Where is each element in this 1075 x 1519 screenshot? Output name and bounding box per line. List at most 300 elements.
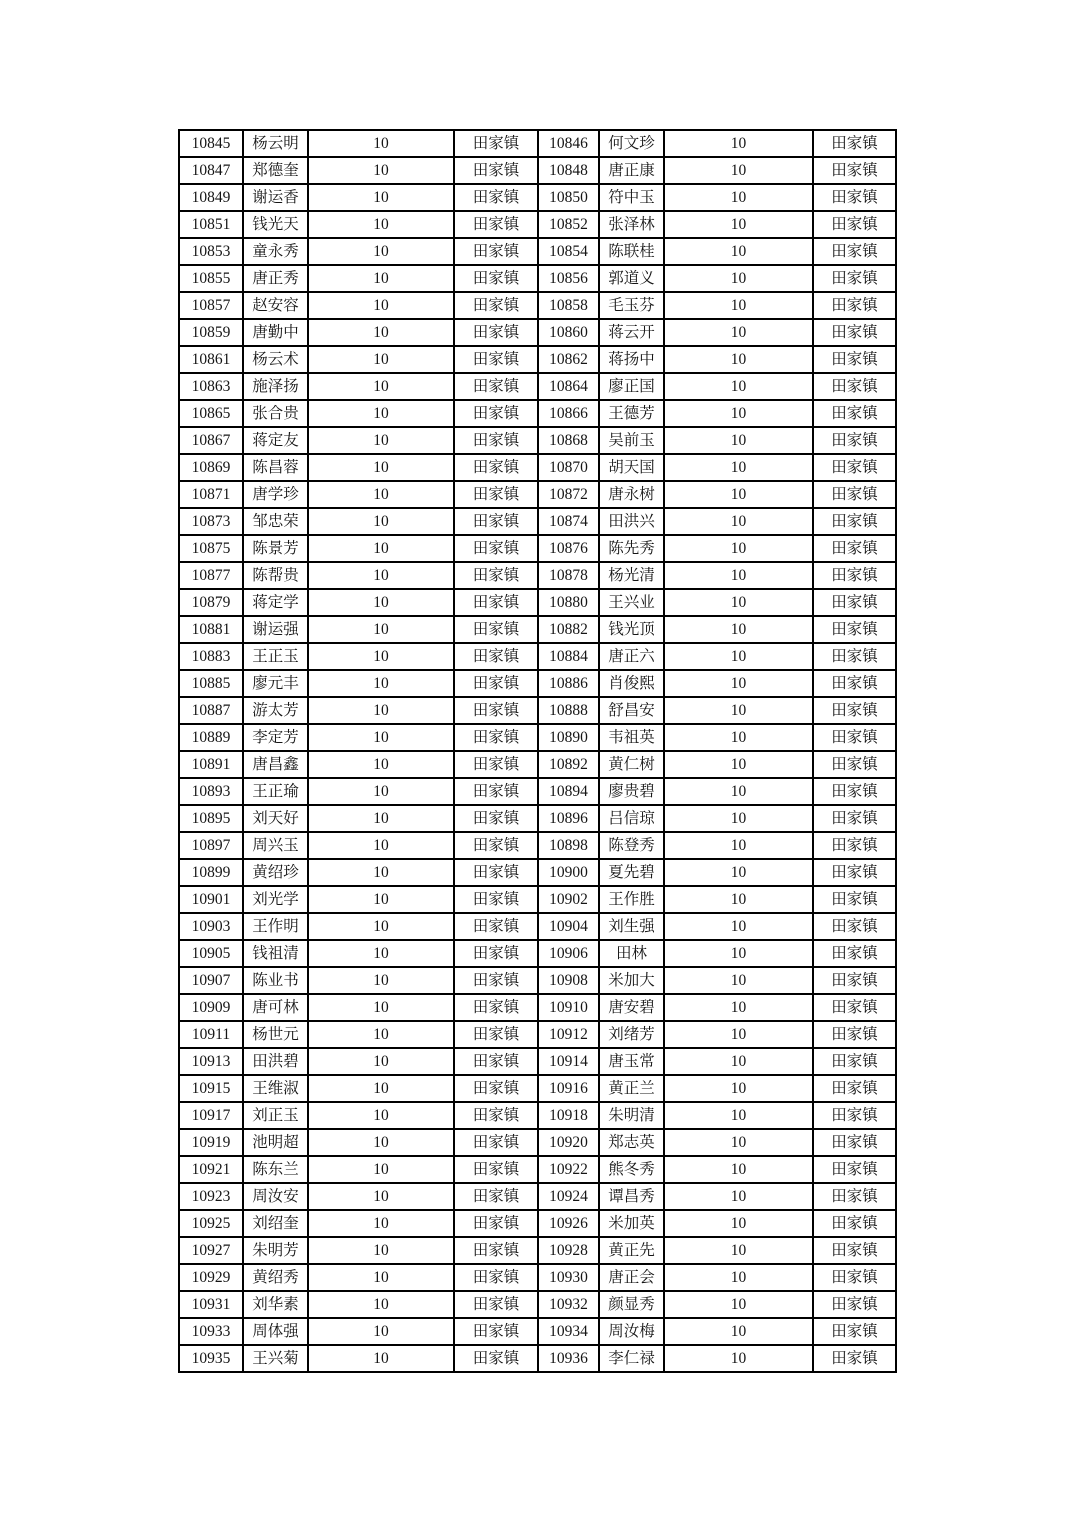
left-amount-cell: 10 — [308, 1021, 454, 1048]
right-town-cell: 田家镇 — [813, 373, 896, 400]
left-id-cell: 10931 — [179, 1291, 243, 1318]
left-amount-cell: 10 — [308, 1075, 454, 1102]
right-town-cell: 田家镇 — [813, 1210, 896, 1237]
right-name-cell: 肖俊熙 — [599, 670, 664, 697]
left-id-cell: 10923 — [179, 1183, 243, 1210]
right-name-cell: 颜显秀 — [599, 1291, 664, 1318]
right-name-cell: 米加大 — [599, 967, 664, 994]
right-amount-cell: 10 — [664, 1048, 813, 1075]
table-row — [179, 1345, 896, 1372]
right-name-cell: 田洪兴 — [599, 508, 664, 535]
left-town-cell: 田家镇 — [454, 832, 538, 859]
right-amount-cell: 10 — [664, 211, 813, 238]
right-name-cell: 陈联桂 — [599, 238, 664, 265]
right-id-cell: 10914 — [538, 1048, 599, 1075]
table-row — [179, 481, 896, 508]
left-town-cell: 田家镇 — [454, 292, 538, 319]
left-town-cell: 田家镇 — [454, 481, 538, 508]
left-id-cell: 10913 — [179, 1048, 243, 1075]
right-amount-cell: 10 — [664, 805, 813, 832]
left-id-cell: 10935 — [179, 1345, 243, 1372]
left-id-cell: 10875 — [179, 535, 243, 562]
right-town-cell: 田家镇 — [813, 400, 896, 427]
right-town-cell: 田家镇 — [813, 562, 896, 589]
right-id-cell: 10880 — [538, 589, 599, 616]
left-amount-cell: 10 — [308, 832, 454, 859]
right-amount-cell: 10 — [664, 778, 813, 805]
left-amount-cell: 10 — [308, 184, 454, 211]
left-town-cell: 田家镇 — [454, 1075, 538, 1102]
left-name-cell: 赵安容 — [243, 292, 308, 319]
table-row — [179, 724, 896, 751]
left-id-cell: 10877 — [179, 562, 243, 589]
left-amount-cell: 10 — [308, 1048, 454, 1075]
table-row — [179, 373, 896, 400]
left-name-cell: 陈昌蓉 — [243, 454, 308, 481]
right-amount-cell: 10 — [664, 1237, 813, 1264]
right-town-cell: 田家镇 — [813, 643, 896, 670]
right-amount-cell: 10 — [664, 319, 813, 346]
table-row — [179, 535, 896, 562]
right-amount-cell: 10 — [664, 346, 813, 373]
left-name-cell: 黄绍珍 — [243, 859, 308, 886]
table-row — [179, 238, 896, 265]
left-amount-cell: 10 — [308, 589, 454, 616]
right-id-cell: 10866 — [538, 400, 599, 427]
right-amount-cell: 10 — [664, 535, 813, 562]
right-name-cell: 唐正会 — [599, 1264, 664, 1291]
right-name-cell: 王德芳 — [599, 400, 664, 427]
left-name-cell: 陈景芳 — [243, 535, 308, 562]
left-town-cell: 田家镇 — [454, 697, 538, 724]
table-row — [179, 589, 896, 616]
left-town-cell: 田家镇 — [454, 1048, 538, 1075]
right-name-cell: 杨光清 — [599, 562, 664, 589]
left-id-cell: 10925 — [179, 1210, 243, 1237]
left-name-cell: 王正玉 — [243, 643, 308, 670]
right-id-cell: 10932 — [538, 1291, 599, 1318]
left-amount-cell: 10 — [308, 535, 454, 562]
left-name-cell: 刘华素 — [243, 1291, 308, 1318]
left-name-cell: 杨云明 — [243, 130, 308, 157]
left-amount-cell: 10 — [308, 670, 454, 697]
left-amount-cell: 10 — [308, 1318, 454, 1345]
table-row — [179, 319, 896, 346]
table-row — [179, 751, 896, 778]
left-town-cell: 田家镇 — [454, 184, 538, 211]
left-town-cell: 田家镇 — [454, 643, 538, 670]
left-amount-cell: 10 — [308, 481, 454, 508]
left-name-cell: 李定芳 — [243, 724, 308, 751]
right-id-cell: 10868 — [538, 427, 599, 454]
left-amount-cell: 10 — [308, 967, 454, 994]
right-name-cell: 蒋扬中 — [599, 346, 664, 373]
left-town-cell: 田家镇 — [454, 373, 538, 400]
right-amount-cell: 10 — [664, 1156, 813, 1183]
right-town-cell: 田家镇 — [813, 859, 896, 886]
table-row — [179, 1048, 896, 1075]
right-town-cell: 田家镇 — [813, 778, 896, 805]
right-amount-cell: 10 — [664, 589, 813, 616]
left-town-cell: 田家镇 — [454, 670, 538, 697]
right-amount-cell: 10 — [664, 292, 813, 319]
right-town-cell: 田家镇 — [813, 670, 896, 697]
table-row — [179, 1264, 896, 1291]
left-town-cell: 田家镇 — [454, 427, 538, 454]
right-amount-cell: 10 — [664, 616, 813, 643]
table-row — [179, 562, 896, 589]
left-name-cell: 周汝安 — [243, 1183, 308, 1210]
table-row — [179, 400, 896, 427]
table-row — [179, 1021, 896, 1048]
right-town-cell: 田家镇 — [813, 1021, 896, 1048]
right-id-cell: 10854 — [538, 238, 599, 265]
right-name-cell: 郑志英 — [599, 1129, 664, 1156]
right-town-cell: 田家镇 — [813, 265, 896, 292]
right-id-cell: 10898 — [538, 832, 599, 859]
left-id-cell: 10857 — [179, 292, 243, 319]
right-name-cell: 韦祖英 — [599, 724, 664, 751]
left-id-cell: 10929 — [179, 1264, 243, 1291]
table-row — [179, 184, 896, 211]
right-amount-cell: 10 — [664, 1291, 813, 1318]
right-id-cell: 10846 — [538, 130, 599, 157]
left-amount-cell: 10 — [308, 1210, 454, 1237]
right-id-cell: 10924 — [538, 1183, 599, 1210]
right-town-cell: 田家镇 — [813, 994, 896, 1021]
left-amount-cell: 10 — [308, 697, 454, 724]
right-id-cell: 10882 — [538, 616, 599, 643]
table-row — [179, 832, 896, 859]
left-name-cell: 谢运香 — [243, 184, 308, 211]
left-town-cell: 田家镇 — [454, 1291, 538, 1318]
right-amount-cell: 10 — [664, 1345, 813, 1372]
left-town-cell: 田家镇 — [454, 400, 538, 427]
right-amount-cell: 10 — [664, 859, 813, 886]
right-name-cell: 陈登秀 — [599, 832, 664, 859]
table-row — [179, 616, 896, 643]
left-amount-cell: 10 — [308, 913, 454, 940]
right-town-cell: 田家镇 — [813, 508, 896, 535]
right-amount-cell: 10 — [664, 427, 813, 454]
right-id-cell: 10928 — [538, 1237, 599, 1264]
right-name-cell: 田林 — [599, 940, 664, 967]
right-id-cell: 10904 — [538, 913, 599, 940]
left-name-cell: 邹忠荣 — [243, 508, 308, 535]
right-id-cell: 10920 — [538, 1129, 599, 1156]
left-town-cell: 田家镇 — [454, 886, 538, 913]
table-row — [179, 859, 896, 886]
right-town-cell: 田家镇 — [813, 1129, 896, 1156]
right-amount-cell: 10 — [664, 238, 813, 265]
table-row — [179, 913, 896, 940]
right-town-cell: 田家镇 — [813, 184, 896, 211]
right-id-cell: 10922 — [538, 1156, 599, 1183]
right-town-cell: 田家镇 — [813, 211, 896, 238]
table-row — [179, 211, 896, 238]
right-town-cell: 田家镇 — [813, 724, 896, 751]
left-name-cell: 王兴菊 — [243, 1345, 308, 1372]
right-amount-cell: 10 — [664, 1075, 813, 1102]
table-row — [179, 508, 896, 535]
left-town-cell: 田家镇 — [454, 751, 538, 778]
right-amount-cell: 10 — [664, 751, 813, 778]
left-id-cell: 10921 — [179, 1156, 243, 1183]
left-id-cell: 10933 — [179, 1318, 243, 1345]
left-town-cell: 田家镇 — [454, 238, 538, 265]
left-name-cell: 朱明芳 — [243, 1237, 308, 1264]
right-town-cell: 田家镇 — [813, 454, 896, 481]
right-id-cell: 10862 — [538, 346, 599, 373]
right-id-cell: 10884 — [538, 643, 599, 670]
left-name-cell: 游太芳 — [243, 697, 308, 724]
right-id-cell: 10860 — [538, 319, 599, 346]
left-town-cell: 田家镇 — [454, 805, 538, 832]
right-name-cell: 王作胜 — [599, 886, 664, 913]
right-name-cell: 唐安碧 — [599, 994, 664, 1021]
right-name-cell: 唐玉常 — [599, 1048, 664, 1075]
right-town-cell: 田家镇 — [813, 1264, 896, 1291]
right-name-cell: 王兴业 — [599, 589, 664, 616]
left-town-cell: 田家镇 — [454, 967, 538, 994]
right-town-cell: 田家镇 — [813, 319, 896, 346]
right-town-cell: 田家镇 — [813, 805, 896, 832]
left-id-cell: 10881 — [179, 616, 243, 643]
left-name-cell: 陈业书 — [243, 967, 308, 994]
right-id-cell: 10876 — [538, 535, 599, 562]
table-row — [179, 265, 896, 292]
right-town-cell: 田家镇 — [813, 1102, 896, 1129]
left-name-cell: 刘绍奎 — [243, 1210, 308, 1237]
left-amount-cell: 10 — [308, 427, 454, 454]
left-id-cell: 10865 — [179, 400, 243, 427]
right-amount-cell: 10 — [664, 994, 813, 1021]
right-town-cell: 田家镇 — [813, 616, 896, 643]
right-amount-cell: 10 — [664, 1210, 813, 1237]
left-id-cell: 10889 — [179, 724, 243, 751]
left-amount-cell: 10 — [308, 211, 454, 238]
right-id-cell: 10890 — [538, 724, 599, 751]
right-id-cell: 10864 — [538, 373, 599, 400]
left-id-cell: 10917 — [179, 1102, 243, 1129]
right-id-cell: 10910 — [538, 994, 599, 1021]
right-id-cell: 10902 — [538, 886, 599, 913]
right-name-cell: 何文珍 — [599, 130, 664, 157]
left-amount-cell: 10 — [308, 805, 454, 832]
right-amount-cell: 10 — [664, 940, 813, 967]
left-town-cell: 田家镇 — [454, 508, 538, 535]
left-name-cell: 张合贵 — [243, 400, 308, 427]
table-row — [179, 292, 896, 319]
left-town-cell: 田家镇 — [454, 1264, 538, 1291]
right-town-cell: 田家镇 — [813, 886, 896, 913]
left-id-cell: 10847 — [179, 157, 243, 184]
left-amount-cell: 10 — [308, 157, 454, 184]
left-town-cell: 田家镇 — [454, 1345, 538, 1372]
right-id-cell: 10888 — [538, 697, 599, 724]
right-name-cell: 米加英 — [599, 1210, 664, 1237]
table-row — [179, 454, 896, 481]
left-name-cell: 刘天好 — [243, 805, 308, 832]
left-id-cell: 10891 — [179, 751, 243, 778]
right-id-cell: 10900 — [538, 859, 599, 886]
left-id-cell: 10871 — [179, 481, 243, 508]
right-town-cell: 田家镇 — [813, 697, 896, 724]
right-id-cell: 10870 — [538, 454, 599, 481]
right-amount-cell: 10 — [664, 400, 813, 427]
right-amount-cell: 10 — [664, 1021, 813, 1048]
left-amount-cell: 10 — [308, 1183, 454, 1210]
left-id-cell: 10869 — [179, 454, 243, 481]
right-town-cell: 田家镇 — [813, 940, 896, 967]
right-town-cell: 田家镇 — [813, 427, 896, 454]
table-row — [179, 940, 896, 967]
left-town-cell: 田家镇 — [454, 616, 538, 643]
left-amount-cell: 10 — [308, 1264, 454, 1291]
left-town-cell: 田家镇 — [454, 1318, 538, 1345]
right-town-cell: 田家镇 — [813, 832, 896, 859]
right-name-cell: 陈先秀 — [599, 535, 664, 562]
right-name-cell: 唐正康 — [599, 157, 664, 184]
left-town-cell: 田家镇 — [454, 535, 538, 562]
right-name-cell: 钱光顶 — [599, 616, 664, 643]
left-id-cell: 10909 — [179, 994, 243, 1021]
right-name-cell: 吴前玉 — [599, 427, 664, 454]
right-town-cell: 田家镇 — [813, 589, 896, 616]
right-name-cell: 黄正兰 — [599, 1075, 664, 1102]
left-town-cell: 田家镇 — [454, 157, 538, 184]
left-name-cell: 杨世元 — [243, 1021, 308, 1048]
roster-table — [178, 129, 897, 1373]
left-id-cell: 10905 — [179, 940, 243, 967]
right-amount-cell: 10 — [664, 1183, 813, 1210]
right-id-cell: 10926 — [538, 1210, 599, 1237]
right-name-cell: 蒋云开 — [599, 319, 664, 346]
right-amount-cell: 10 — [664, 697, 813, 724]
right-name-cell: 符中玉 — [599, 184, 664, 211]
table-row — [179, 1210, 896, 1237]
left-id-cell: 10853 — [179, 238, 243, 265]
left-name-cell: 钱光天 — [243, 211, 308, 238]
left-id-cell: 10903 — [179, 913, 243, 940]
left-town-cell: 田家镇 — [454, 1129, 538, 1156]
left-id-cell: 10927 — [179, 1237, 243, 1264]
right-id-cell: 10850 — [538, 184, 599, 211]
right-amount-cell: 10 — [664, 454, 813, 481]
left-amount-cell: 10 — [308, 940, 454, 967]
left-id-cell: 10859 — [179, 319, 243, 346]
left-amount-cell: 10 — [308, 562, 454, 589]
left-id-cell: 10879 — [179, 589, 243, 616]
right-name-cell: 郭道义 — [599, 265, 664, 292]
left-name-cell: 王作明 — [243, 913, 308, 940]
left-town-cell: 田家镇 — [454, 211, 538, 238]
left-town-cell: 田家镇 — [454, 454, 538, 481]
right-id-cell: 10908 — [538, 967, 599, 994]
left-town-cell: 田家镇 — [454, 1237, 538, 1264]
left-amount-cell: 10 — [308, 238, 454, 265]
right-id-cell: 10892 — [538, 751, 599, 778]
right-town-cell: 田家镇 — [813, 481, 896, 508]
table-row — [179, 1102, 896, 1129]
left-name-cell: 郑德奎 — [243, 157, 308, 184]
right-id-cell: 10936 — [538, 1345, 599, 1372]
left-amount-cell: 10 — [308, 1156, 454, 1183]
left-town-cell: 田家镇 — [454, 1210, 538, 1237]
left-amount-cell: 10 — [308, 1102, 454, 1129]
left-town-cell: 田家镇 — [454, 319, 538, 346]
left-name-cell: 刘正玉 — [243, 1102, 308, 1129]
right-id-cell: 10886 — [538, 670, 599, 697]
table-row — [179, 1237, 896, 1264]
left-amount-cell: 10 — [308, 994, 454, 1021]
right-id-cell: 10906 — [538, 940, 599, 967]
left-name-cell: 周兴玉 — [243, 832, 308, 859]
right-town-cell: 田家镇 — [813, 1345, 896, 1372]
table-row — [179, 886, 896, 913]
left-name-cell: 黄绍秀 — [243, 1264, 308, 1291]
right-town-cell: 田家镇 — [813, 238, 896, 265]
right-id-cell: 10852 — [538, 211, 599, 238]
right-town-cell: 田家镇 — [813, 967, 896, 994]
table-row — [179, 643, 896, 670]
left-id-cell: 10895 — [179, 805, 243, 832]
left-name-cell: 谢运强 — [243, 616, 308, 643]
left-id-cell: 10901 — [179, 886, 243, 913]
left-id-cell: 10855 — [179, 265, 243, 292]
right-name-cell: 吕信琼 — [599, 805, 664, 832]
left-id-cell: 10911 — [179, 1021, 243, 1048]
right-town-cell: 田家镇 — [813, 1183, 896, 1210]
left-id-cell: 10861 — [179, 346, 243, 373]
left-name-cell: 陈东兰 — [243, 1156, 308, 1183]
table-row — [179, 1156, 896, 1183]
left-id-cell: 10885 — [179, 670, 243, 697]
right-town-cell: 田家镇 — [813, 1291, 896, 1318]
left-name-cell: 池明超 — [243, 1129, 308, 1156]
right-name-cell: 廖贵碧 — [599, 778, 664, 805]
left-id-cell: 10893 — [179, 778, 243, 805]
right-name-cell: 刘绪芳 — [599, 1021, 664, 1048]
left-id-cell: 10907 — [179, 967, 243, 994]
left-town-cell: 田家镇 — [454, 778, 538, 805]
table-row — [179, 130, 896, 157]
right-name-cell: 黄正先 — [599, 1237, 664, 1264]
right-town-cell: 田家镇 — [813, 751, 896, 778]
table-row — [179, 670, 896, 697]
left-name-cell: 唐可林 — [243, 994, 308, 1021]
left-id-cell: 10851 — [179, 211, 243, 238]
right-id-cell: 10878 — [538, 562, 599, 589]
left-id-cell: 10915 — [179, 1075, 243, 1102]
left-name-cell: 周体强 — [243, 1318, 308, 1345]
left-town-cell: 田家镇 — [454, 940, 538, 967]
left-amount-cell: 10 — [308, 886, 454, 913]
left-amount-cell: 10 — [308, 1237, 454, 1264]
left-amount-cell: 10 — [308, 1291, 454, 1318]
right-amount-cell: 10 — [664, 508, 813, 535]
right-amount-cell: 10 — [664, 643, 813, 670]
left-name-cell: 王正瑜 — [243, 778, 308, 805]
left-amount-cell: 10 — [308, 616, 454, 643]
right-name-cell: 胡天国 — [599, 454, 664, 481]
left-name-cell: 唐勤中 — [243, 319, 308, 346]
left-id-cell: 10845 — [179, 130, 243, 157]
left-id-cell: 10897 — [179, 832, 243, 859]
table-row — [179, 805, 896, 832]
right-name-cell: 夏先碧 — [599, 859, 664, 886]
table-row — [179, 1291, 896, 1318]
